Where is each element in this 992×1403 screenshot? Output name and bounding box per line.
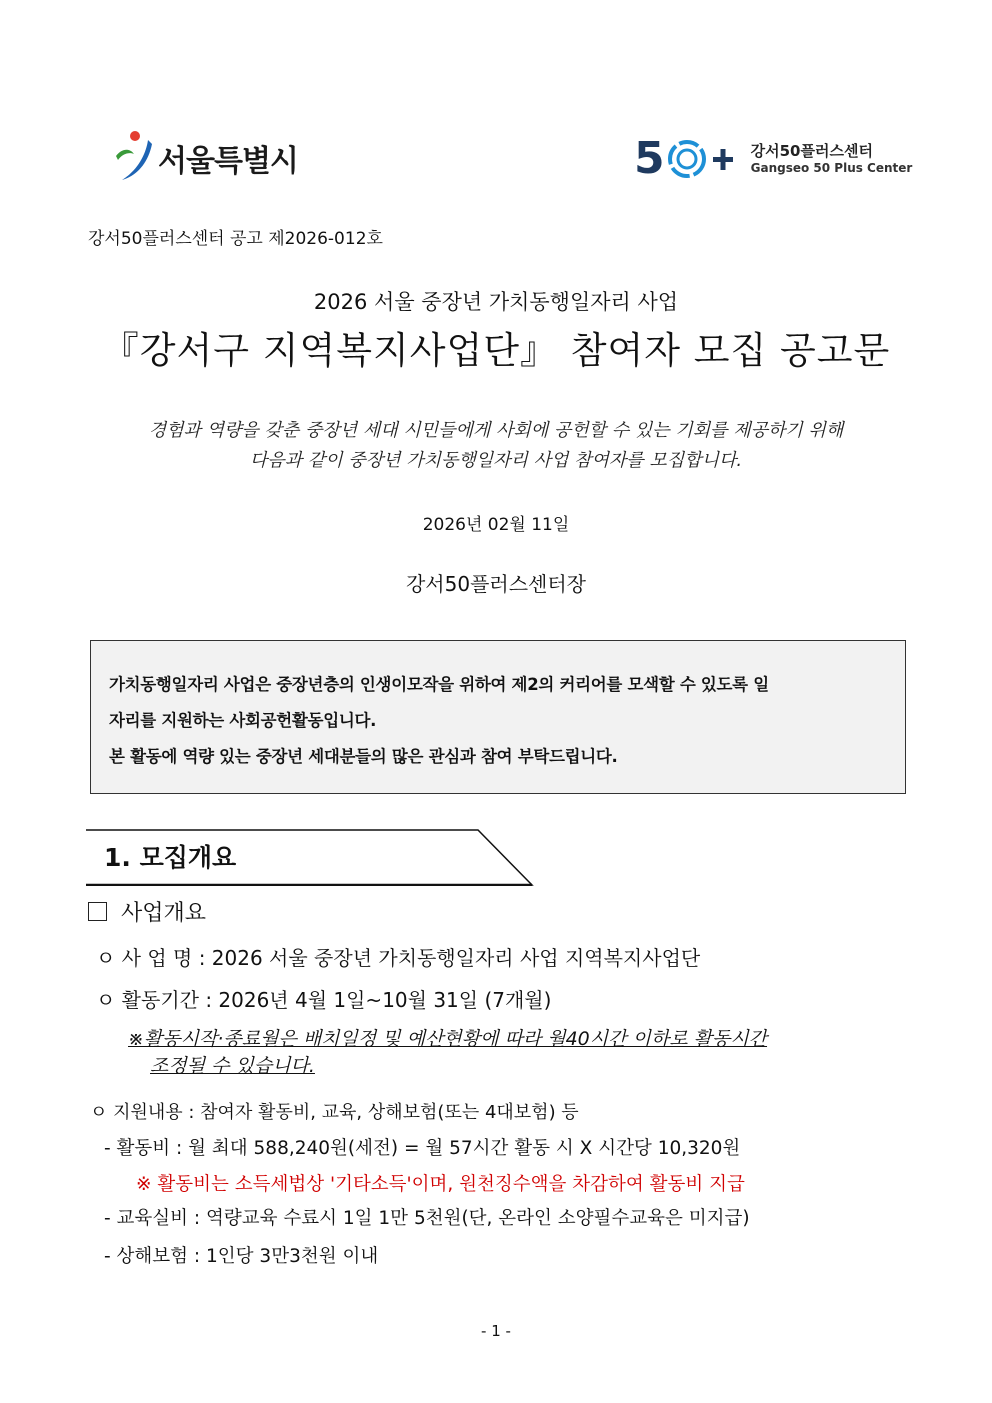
center-logo-mark	[634, 133, 737, 184]
support-education: - 교육실비 : 역량교육 수료시 1일 1만 5천원(단, 온라인 소양필수교육은 미지급)	[104, 1208, 750, 1229]
seoul-logo-text: 서울특별시	[158, 144, 298, 179]
period-note	[128, 1026, 918, 1080]
support-insurance: - 상해보험 : 1인당 3만3천원 이내	[104, 1246, 379, 1267]
info-box	[90, 640, 906, 794]
subheading-text: 사업개요	[121, 901, 207, 926]
center-name-ko: 강서50플러스센터	[750, 142, 873, 161]
subheading	[88, 896, 206, 927]
notice-number: 강서50플러스센터 공고 제2026-012호	[88, 229, 383, 249]
issuer: 강서50플러스센터장	[405, 572, 586, 596]
notice-date: 2026년 02월 11일	[422, 515, 570, 535]
item-project-name: ㅇ 사 업 명 : 2026 서울 중장년 가치동행일자리 사업 지역복지사업단	[96, 946, 701, 970]
seoul-logo	[110, 130, 298, 186]
ring-plus-icon	[665, 136, 737, 182]
item-support: ㅇ 지원내용 : 참여자 활동비, 교육, 상해보험(또는 4대보험) 등	[90, 1102, 579, 1123]
document-subtitle: 2026 서울 중장년 가치동행일자리 사업	[313, 290, 679, 314]
period-note-line: ※활동시작·종료월은 배치일정 및 예산현황에 따라 월40시간 이하로 활동시간	[128, 1028, 768, 1050]
period-note-line: 조정될 수 있습니다.	[150, 1055, 315, 1077]
item-activity-period: ㅇ 활동기간 : 2026년 4월 1일~10월 31일 (7개월)	[96, 988, 552, 1012]
center-logo	[634, 133, 913, 184]
section-title: 1. 모집개요	[104, 843, 237, 872]
info-line: 본 활동에 역량 있는 중장년 세대분들의 많은 관심과 참여 부탁드립니다.	[109, 747, 618, 766]
page-number: - 1 -	[481, 1322, 511, 1340]
info-line: 가치동행일자리 사업은 중장년층의 인생이모작을 위하여 제2의 커리어를 모색할 수 있도록 일	[109, 675, 769, 694]
checkbox-square-icon	[88, 902, 107, 921]
info-line: 자리를 지원하는 사회공헌활동입니다.	[109, 711, 377, 730]
support-pay: - 활동비 : 월 최대 588,240원(세전) = 월 57시간 활동 시 X 시간당 10,320원	[104, 1138, 741, 1159]
document-title: 『강서구 지역복지사업단』 참여자 모집 공고문	[101, 329, 891, 372]
center-logo-five: 5	[634, 133, 665, 184]
seoul-emblem-icon	[110, 130, 156, 186]
intro-line: 경험과 역량을 갖춘 중장년 세대 시민들에게 사회에 공헌할 수 있는 기회를 제공하기 위해	[148, 420, 844, 441]
intro-line: 다음과 같이 중장년 가치동행일자리 사업 참여자를 모집합니다.	[249, 450, 743, 471]
center-name-en: Gangseo 50 Plus Center	[750, 160, 913, 175]
support-pay-note: ※ 활동비는 소득세법상 '기타소득'이며, 원천징수액을 차감하여 활동비 지급	[136, 1174, 745, 1195]
intro-paragraph	[0, 416, 992, 476]
